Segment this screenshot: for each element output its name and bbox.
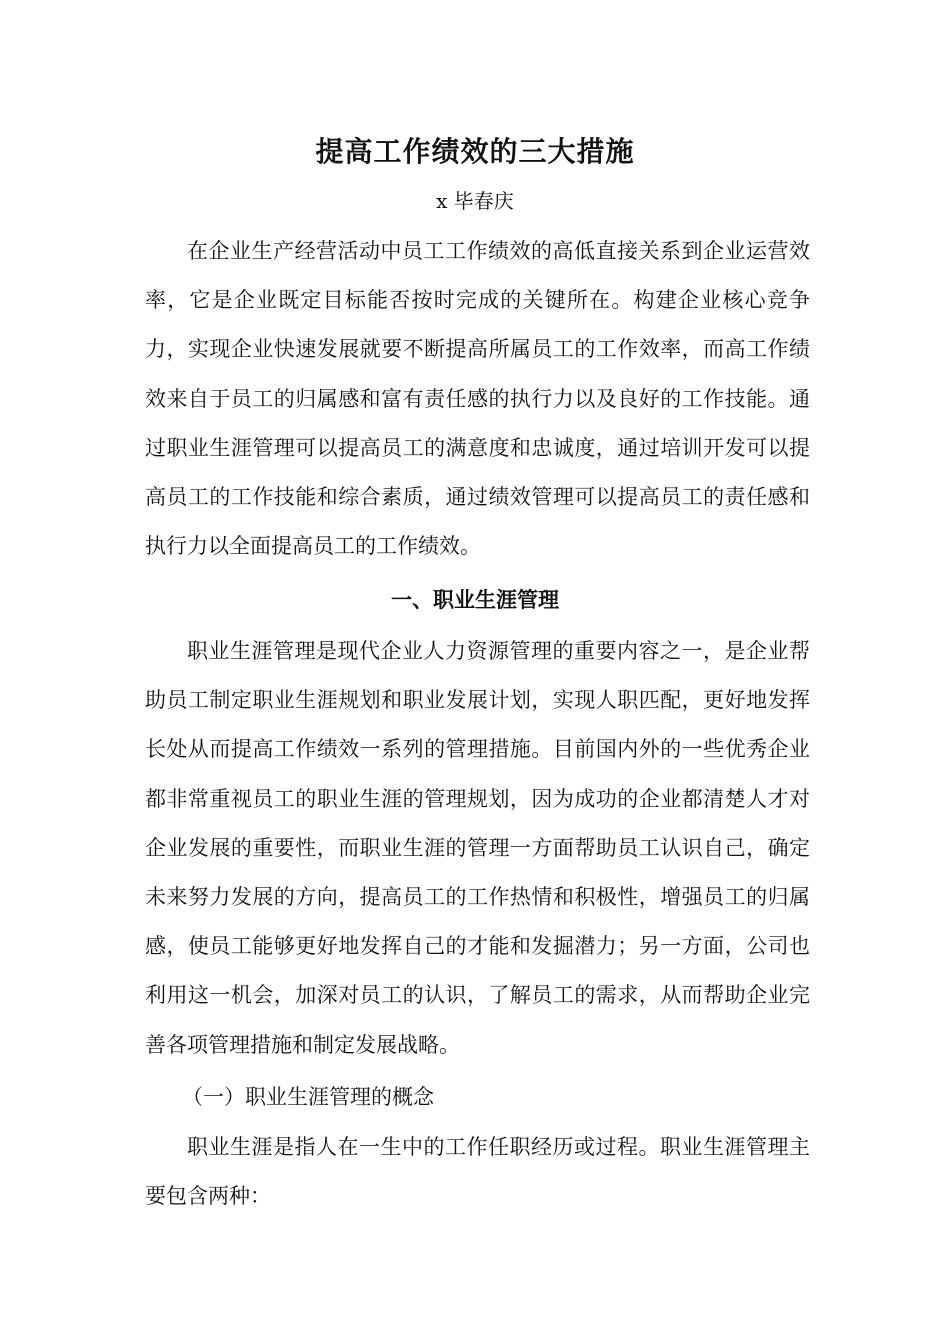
intro-paragraph: 在企业生产经营活动中员工工作绩效的高低直接关系到企业运营效率，它是企业既定目标能否按时完成的关键所在。构建企业核心竞争力，实现企业快速发展就要不断提高所属员工的工作效率，而高工作绩效来自于员工的归属感和富有责任感的执行力以及良好的工作技能。通过职业生涯管理可以提高员工的满意度和忠诚度，通过培训开发可以提高员工的工作技能和综合素质，通过绩效管理可以提高员工的责任感和执行力以全面提高员工的工作绩效。 bbox=[145, 239, 810, 559]
document-author: x 毕春庆 bbox=[436, 189, 514, 213]
subsection-paragraph: 职业生涯是指人在一生中的工作任职经历或过程。职业生涯管理主要包含两种： bbox=[145, 1135, 810, 1209]
section-heading: 一、职业生涯管理 bbox=[391, 588, 559, 612]
section-paragraph: 职业生涯管理是现代企业人力资源管理的重要内容之一，是企业帮助员工制定职业生涯规划和职业发展计划，实现人职匹配，更好地发挥长处从而提高工作绩效一系列的管理措施。目前国内外的一些优秀企业都非常重视员工的职业生涯的管理规划，因为成功的企业都清楚人才对企业发展的重要性，而职业生涯的管理一方面帮助员工认识自己，确定未来努力发展的方向，提高员工的工作热情和积极性，增强员工的归属感，使员工能够更好地发挥自己的才能和发掘潜力；另一方面，公司也利用这一机会，加深对员工的认识，了解员工的需求，从而帮助企业完善各项管理措施和制定发展战略。 bbox=[145, 639, 810, 1057]
subsection-heading: （一）职业生涯管理的概念 bbox=[182, 1085, 434, 1109]
document-title: 提高工作绩效的三大措施 bbox=[315, 135, 635, 168]
